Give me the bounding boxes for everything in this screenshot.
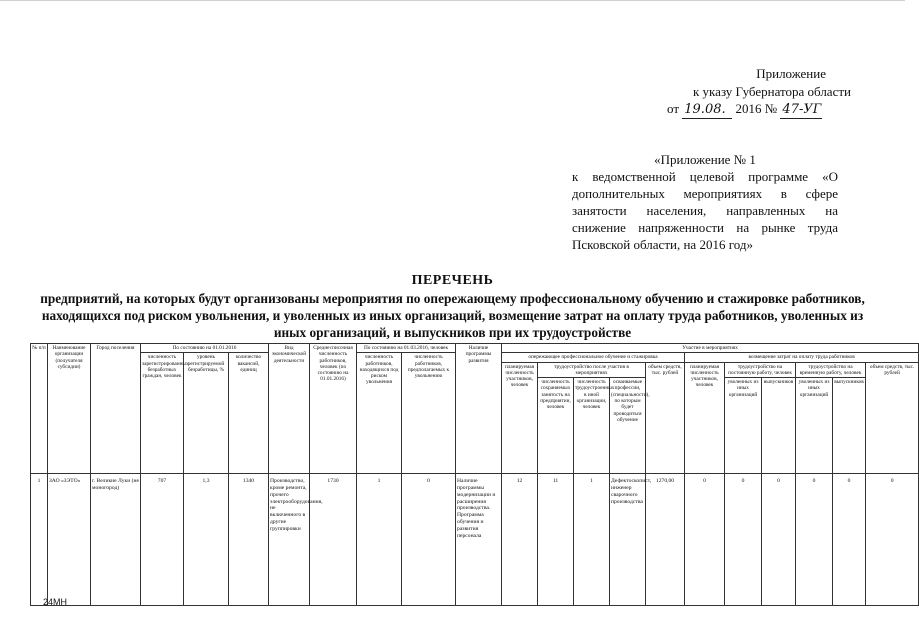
cell-professions: Дефектоскопист, инженер сварочного производства: [610, 474, 646, 606]
col-group-compensation: возмещение затрат на оплату труда работников: [685, 353, 919, 362]
col-header-temp-graduates: выпускников: [833, 378, 866, 474]
col-group-advance-training: опережающее профессиональное обучение и стажировка: [502, 353, 685, 362]
cell-perm-graduates: 0: [762, 474, 796, 606]
annex-body: к ведомственной целевой программе «О дополнительных мероприятиях в сфере занятости населения, направленных на снижение напряженности на рынке труда Псковской области, на 2016 год»: [572, 169, 838, 252]
cell-name: ЗАО «ЗЭТО»: [48, 474, 91, 606]
col-header-avg-count: Среднесписочная численность работников, человек (по состоянию на 01.01.2016): [310, 344, 357, 474]
col-header-vacancies: количество вакансий, единиц: [229, 353, 269, 474]
cell-activity: Производство, кроме ремонта, прочего электрооборудования, не включенного в другие группировки: [269, 474, 310, 606]
cell-perm-dismissed: 0: [725, 474, 762, 606]
cell-planned-count: 12: [502, 474, 538, 606]
col-header-activity: Вид экономической деятельности: [269, 344, 310, 474]
col-group-temporary-job: трудоустройство на временную работу, человек: [796, 362, 866, 378]
document-title: ПЕРЕЧЕНЬ: [411, 273, 494, 288]
cell-at-risk: 1: [357, 474, 402, 606]
cell-city: г. Великие Луки (не моногород): [91, 474, 141, 606]
cell-temp-graduates: 0: [833, 474, 866, 606]
year-and-number-sign: 2016 №: [735, 101, 778, 116]
annex-title: «Приложение № 1: [654, 152, 756, 167]
footer-code: 24МН: [43, 597, 68, 607]
table-row: [31, 474, 919, 606]
cell-num: 1: [31, 474, 48, 606]
col-header-employed-other: численность трудоустроенных в иной организации, человек: [574, 378, 610, 474]
col-header-professions: осваиваемые профессии, (специальности), по которым будет проводиться обучение: [610, 378, 646, 474]
col-group-as-of-0103: По состоянию на 01.03.2016, человек: [357, 344, 456, 353]
enterprises-table: [30, 343, 919, 606]
cell-program: Наличие программы модернизации и расширения производства. Программа обучения и развития персонала: [456, 474, 502, 606]
col-header-unemployed: численность зарегистрированных безработных граждан, человек: [141, 353, 184, 474]
handwritten-number: 47-УГ: [782, 102, 822, 117]
cell-rate: 1,3: [184, 474, 229, 606]
from-prefix: от: [667, 101, 680, 116]
col-header-retained: численность сохраняемых занятость на предприятии, человек: [538, 378, 574, 474]
cell-funds: 1270,00: [646, 474, 685, 606]
cell-vacancies: 1340: [229, 474, 269, 606]
col-header-temp-dismissed: уволенных из иных организаций: [796, 378, 833, 474]
cell-unemployed: 707: [141, 474, 184, 606]
col-header-at-risk: численность работников, находящихся под риском увольнения: [357, 353, 402, 474]
annex-block: [572, 151, 838, 253]
col-header-name: Наименование организации (получателя субсидии): [48, 344, 91, 474]
col-group-employment-after: трудоустройство после участия в мероприятиях: [538, 362, 646, 378]
col-header-perm-dismissed: уволенных из иных организаций: [725, 378, 762, 474]
col-header-funds-2: объем средств, тыс. рублей: [866, 362, 919, 474]
col-header-program: Наличие программы развития: [456, 344, 502, 474]
cell-employed-other: 1: [574, 474, 610, 606]
appendix-label: Приложение: [756, 66, 826, 81]
col-group-participation: Участие в мероприятиях: [502, 344, 919, 353]
cell-planned-count-2: 0: [685, 474, 725, 606]
col-header-planned-dismissal: численность работников, предполагаемых к увольнению: [402, 353, 456, 474]
col-group-as-of-0101: По состоянию на 01.01.2016: [141, 344, 269, 353]
col-group-permanent-job: трудоустройство на постоянную работу, человек: [725, 362, 796, 378]
cell-planned-dismissal: 0: [402, 474, 456, 606]
col-header-rate: уровень регистрируемой безработицы, %: [184, 353, 229, 474]
cell-funds-2: 0: [866, 474, 919, 606]
scan-top-edge: [0, 0, 905, 1]
cell-avg-count: 1730: [310, 474, 357, 606]
col-header-planned-count-2: планируемая численность участников, человек: [685, 362, 725, 474]
col-header-funds: объем средств, тыс. рублей: [646, 362, 685, 474]
handwritten-date: 19.08.: [682, 102, 732, 119]
col-header-num: № п/п: [31, 344, 48, 474]
document-subtitle: предприятий, на которых будут организованы мероприятия по опережающему профессиональному обучению и стажировке работников, находящихся под риском увольнения, и уволенных из иных организаций, возмещение затрат на оплату труда работников, уволенных из иных организаций, и выпускников при их трудоустройстве: [40, 291, 865, 340]
cell-temp-dismissed: 0: [796, 474, 833, 606]
decree-date-line: [667, 101, 822, 119]
col-header-planned-count: планируемая численность участников, человек: [502, 362, 538, 474]
decree-reference: к указу Губернатора области: [692, 84, 851, 99]
cell-retained: 11: [538, 474, 574, 606]
col-header-perm-graduates: выпускников: [762, 378, 796, 474]
col-header-city: Город поселения: [91, 344, 141, 474]
